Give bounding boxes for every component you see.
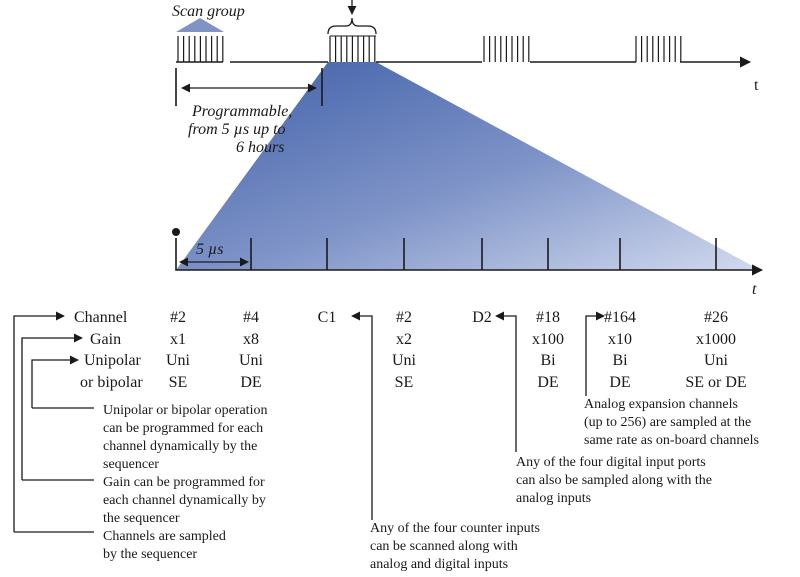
scan-brace xyxy=(328,18,376,34)
svg-text:channel dynamically by the: channel dynamically by the xyxy=(103,439,258,454)
svg-text:analog inputs: analog inputs xyxy=(516,491,592,506)
channel-column xyxy=(685,309,746,391)
svg-text:Channels are sampled: Channels are sampled xyxy=(103,529,226,544)
channel-column xyxy=(604,309,636,391)
cell-polarity: Bi xyxy=(540,352,556,369)
top-time-label: t xyxy=(754,77,759,94)
gain-row-label: Gain xyxy=(90,331,122,348)
cell-mode: DE xyxy=(609,374,631,391)
note-digital xyxy=(516,455,712,506)
cell-channel: #2 xyxy=(170,309,186,326)
note-gain xyxy=(103,475,266,526)
start-dot xyxy=(172,228,180,236)
note-counter xyxy=(370,521,540,572)
or-bipolar-row-label: or bipolar xyxy=(80,374,143,391)
channel-column xyxy=(166,309,191,391)
channel-table xyxy=(166,309,747,391)
interval-line-3: 6 hours xyxy=(236,139,285,156)
svg-text:can also be sampled along with: can also be sampled along with the xyxy=(516,473,712,488)
svg-text:sequencer: sequencer xyxy=(103,457,159,472)
top-timeline xyxy=(176,0,750,62)
svg-text:by the sequencer: by the sequencer xyxy=(103,547,198,562)
channel-row-label: Channel xyxy=(74,309,128,326)
left-bracket-leaders xyxy=(14,316,94,532)
interval-line-1: Programmable, xyxy=(192,103,293,120)
cell-polarity: Bi xyxy=(612,352,628,369)
cell-gain: x8 xyxy=(243,331,259,348)
svg-text:analog and digital inputs: analog and digital inputs xyxy=(370,557,509,572)
cell-channel: #164 xyxy=(604,309,636,326)
scan-group-pulses xyxy=(484,36,529,62)
cell-polarity: Uni xyxy=(704,352,728,369)
cell-channel: #18 xyxy=(536,309,560,326)
cell-mode: SE xyxy=(168,374,188,391)
svg-text:can be scanned along with: can be scanned along with xyxy=(370,539,518,554)
cell-channel: #2 xyxy=(396,309,412,326)
channel-column xyxy=(472,309,492,326)
svg-text:(up to 256) are sampled at the: (up to 256) are sampled at the xyxy=(584,415,752,430)
cell-mode: SE xyxy=(394,374,414,391)
interval-line-2: from 5 µs up to xyxy=(188,121,286,138)
cell-polarity: Uni xyxy=(239,352,263,369)
scan-group-pulses xyxy=(330,36,376,62)
cell-polarity: Uni xyxy=(166,352,190,369)
cell-gain: x100 xyxy=(532,331,564,348)
counter-leader xyxy=(352,316,372,520)
cell-mode: SE or DE xyxy=(685,374,747,391)
svg-text:same rate as on-board channels: same rate as on-board channels xyxy=(584,433,759,448)
svg-text:Unipolar or bipolar operation: Unipolar or bipolar operation xyxy=(103,403,268,418)
cell-gain: x10 xyxy=(608,331,632,348)
cell-gain: x1 xyxy=(170,331,186,348)
scan-group-pulses xyxy=(178,36,223,62)
scan-group-triangle xyxy=(176,18,224,32)
svg-text:Any of the four digital input: Any of the four digital input ports xyxy=(516,455,706,470)
svg-text:Gain can be programmed for: Gain can be programmed for xyxy=(103,475,265,490)
cell-gain: x1000 xyxy=(696,331,736,348)
note-expansion xyxy=(584,397,759,448)
svg-text:Any of the four counter inputs: Any of the four counter inputs xyxy=(370,521,540,536)
cell-channel: C1 xyxy=(317,309,337,326)
channel-column xyxy=(532,309,564,391)
channel-column xyxy=(392,309,417,391)
step-label: 5 µs xyxy=(196,241,224,258)
svg-text:can be programmed for each: can be programmed for each xyxy=(103,421,264,436)
expansion-leader xyxy=(586,316,604,396)
scan-group-pulses xyxy=(636,36,681,62)
zoom-wedge xyxy=(176,62,760,270)
expanded-time-label: t xyxy=(752,281,757,298)
channel-column xyxy=(318,309,337,326)
cell-channel: D2 xyxy=(472,309,492,326)
cell-gain: x2 xyxy=(396,331,412,348)
note-unipolar xyxy=(103,403,267,472)
cell-channel: #26 xyxy=(704,309,728,326)
cell-mode: DE xyxy=(537,374,559,391)
svg-text:the sequencer: the sequencer xyxy=(103,511,180,526)
cell-mode: DE xyxy=(240,374,262,391)
scan-group-label: Scan group xyxy=(172,3,245,20)
note-channels xyxy=(103,529,226,562)
svg-text:each channel dynamically by: each channel dynamically by xyxy=(103,493,266,508)
digital-leader xyxy=(496,316,516,452)
cell-channel: #4 xyxy=(243,309,259,326)
cell-polarity: Uni xyxy=(392,352,416,369)
unipolar-row-label: Unipolar xyxy=(84,352,141,369)
channel-column xyxy=(239,309,264,391)
svg-text:Analog expansion channels: Analog expansion channels xyxy=(584,397,738,412)
